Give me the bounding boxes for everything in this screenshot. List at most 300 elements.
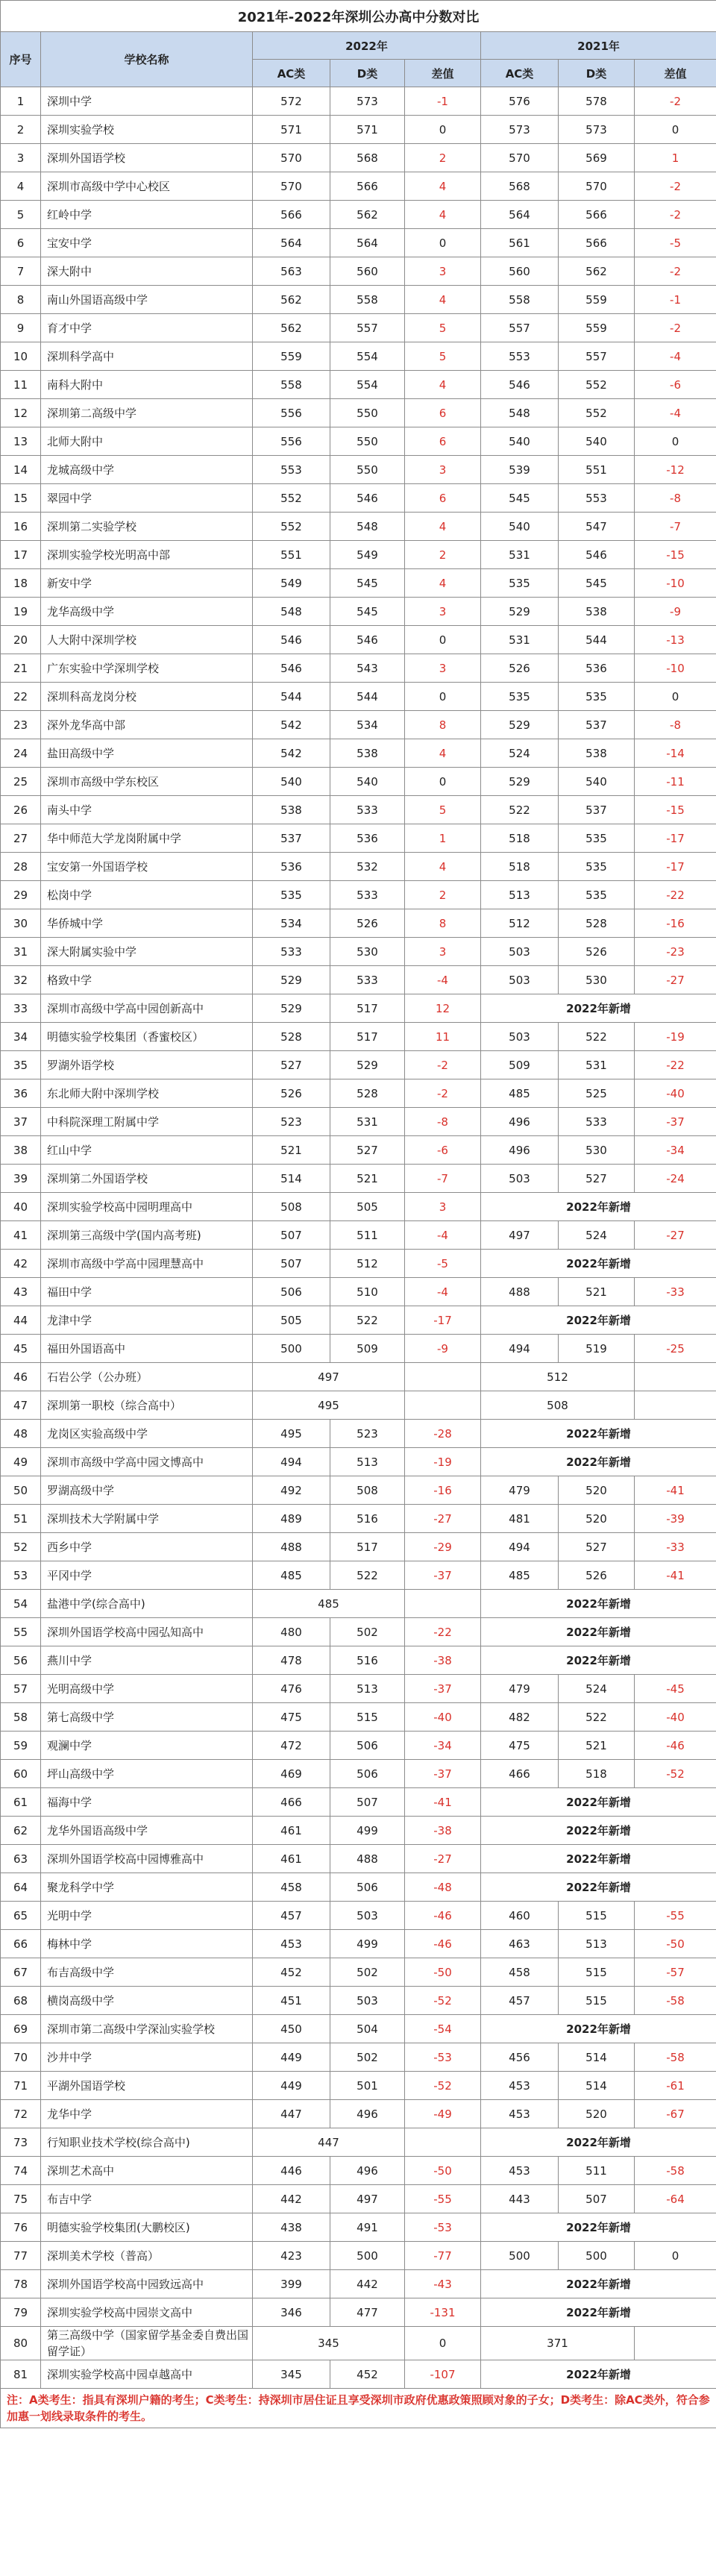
diff-2021 [635, 1363, 716, 1391]
table-row [1, 994, 716, 1023]
diff-2021: -10 [635, 654, 716, 683]
table-row [1, 2270, 716, 2298]
diff-2022: -37 [405, 1675, 481, 1703]
school-name: 南头中学 [41, 796, 253, 824]
score-ac-2021: 545 [481, 484, 559, 513]
header-d-2022: D类 [330, 60, 405, 87]
table-row [1, 371, 716, 399]
diff-2022: 4 [405, 286, 481, 314]
school-name: 沙井中学 [41, 2043, 253, 2072]
table-row [1, 144, 716, 172]
school-name: 龙华高级中学 [41, 598, 253, 626]
diff-2022: 12 [405, 994, 481, 1023]
score-d-2022: 545 [330, 569, 405, 598]
diff-2021: -58 [635, 1987, 716, 2015]
score-ac-2022: 507 [253, 1250, 330, 1278]
diff-2022: -48 [405, 1873, 481, 1902]
score-ac-2022: 564 [253, 229, 330, 257]
table-row [1, 257, 716, 286]
header-ac-2022: AC类 [253, 60, 330, 87]
table-row [1, 1618, 716, 1646]
table-row [1, 1760, 716, 1788]
diff-2021: -7 [635, 513, 716, 541]
score-d-2021: 535 [559, 881, 635, 909]
score-2022-merged: 447 [253, 2128, 405, 2157]
score-d-2022: 571 [330, 116, 405, 144]
diff-2021: -9 [635, 598, 716, 626]
diff-2021: -12 [635, 456, 716, 484]
school-name: 深圳市高级中学高中园文博高中 [41, 1448, 253, 1476]
score-ac-2022: 529 [253, 966, 330, 994]
diff-2022: 5 [405, 314, 481, 342]
score-d-2022: 511 [330, 1221, 405, 1250]
score-d-2021: 522 [559, 1703, 635, 1732]
row-seq: 4 [1, 172, 41, 201]
diff-2022: -4 [405, 966, 481, 994]
diff-2022: 1 [405, 824, 481, 853]
score-d-2021: 547 [559, 513, 635, 541]
school-name: 深圳市高级中学东校区 [41, 768, 253, 796]
table-row [1, 1051, 716, 1079]
school-name: 聚龙科学中学 [41, 1873, 253, 1902]
school-name: 龙岗区实验高级中学 [41, 1420, 253, 1448]
row-seq: 42 [1, 1250, 41, 1278]
school-name: 深大附属实验中学 [41, 938, 253, 966]
school-name: 深圳实验学校高中园崇文高中 [41, 2298, 253, 2327]
table-row [1, 711, 716, 739]
new-in-2022-label: 2022年新增 [481, 1193, 716, 1221]
score-d-2022: 546 [330, 626, 405, 654]
table-title: 2021年-2022年深圳公办高中分数对比 [1, 1, 716, 32]
score-d-2021: 520 [559, 1476, 635, 1505]
table-row [1, 2242, 716, 2270]
table-row [1, 1873, 716, 1902]
row-seq: 62 [1, 1817, 41, 1845]
score-ac-2021: 494 [481, 1533, 559, 1561]
score-ac-2021: 535 [481, 569, 559, 598]
school-name: 福田外国语高中 [41, 1335, 253, 1363]
score-d-2021: 526 [559, 1561, 635, 1590]
score-d-2021: 528 [559, 909, 635, 938]
score-d-2021: 566 [559, 201, 635, 229]
score-ac-2022: 552 [253, 484, 330, 513]
school-name: 深圳艺术高中 [41, 2157, 253, 2185]
table-row [1, 1391, 716, 1420]
row-seq: 32 [1, 966, 41, 994]
diff-2022: -27 [405, 1845, 481, 1873]
score-d-2021: 530 [559, 966, 635, 994]
diff-2022: 3 [405, 1193, 481, 1221]
diff-2022: -2 [405, 1051, 481, 1079]
diff-2021: -16 [635, 909, 716, 938]
score-ac-2021: 529 [481, 598, 559, 626]
table-row [1, 1306, 716, 1335]
school-name: 深圳美术学校（普高） [41, 2242, 253, 2270]
score-ac-2022: 542 [253, 739, 330, 768]
score-ac-2022: 551 [253, 541, 330, 569]
header-ac-2021: AC类 [481, 60, 559, 87]
diff-2022: -28 [405, 1420, 481, 1448]
diff-2021: -17 [635, 853, 716, 881]
new-in-2022-label: 2022年新增 [481, 1250, 716, 1278]
row-seq: 7 [1, 257, 41, 286]
score-d-2021: 530 [559, 1136, 635, 1165]
diff-2021: -19 [635, 1023, 716, 1051]
table-row [1, 2128, 716, 2157]
row-seq: 49 [1, 1448, 41, 1476]
diff-2021: -55 [635, 1902, 716, 1930]
score-ac-2022: 485 [253, 1561, 330, 1590]
table-row [1, 853, 716, 881]
school-name: 深圳外国语学校高中园致远高中 [41, 2270, 253, 2298]
score-ac-2022: 570 [253, 144, 330, 172]
score-d-2021: 522 [559, 1023, 635, 1051]
score-d-2022: 477 [330, 2298, 405, 2327]
table-row [1, 2213, 716, 2242]
diff-2022: 0 [405, 229, 481, 257]
table-row [1, 654, 716, 683]
score-d-2021: 519 [559, 1335, 635, 1363]
table-row [1, 1533, 716, 1561]
score-ac-2021: 481 [481, 1505, 559, 1533]
score-d-2022: 509 [330, 1335, 405, 1363]
score-ac-2022: 570 [253, 172, 330, 201]
score-d-2021: 511 [559, 2157, 635, 2185]
score-d-2021: 552 [559, 399, 635, 427]
score-d-2021: 557 [559, 342, 635, 371]
score-ac-2022: 544 [253, 683, 330, 711]
diff-2022: 6 [405, 427, 481, 456]
score-ac-2022: 450 [253, 2015, 330, 2043]
score-ac-2022: 537 [253, 824, 330, 853]
diff-2021: -22 [635, 881, 716, 909]
score-d-2022: 531 [330, 1108, 405, 1136]
table-row [1, 1788, 716, 1817]
header-year-2022: 2022年 [253, 32, 481, 60]
score-d-2021: 552 [559, 371, 635, 399]
score-ac-2022: 458 [253, 1873, 330, 1902]
table-row [1, 2327, 716, 2360]
table-row [1, 116, 716, 144]
score-d-2022: 517 [330, 994, 405, 1023]
diff-2021: -4 [635, 342, 716, 371]
score-ac-2021: 573 [481, 116, 559, 144]
table-row [1, 2185, 716, 2213]
row-seq: 57 [1, 1675, 41, 1703]
score-d-2022: 527 [330, 1136, 405, 1165]
school-name: 明德实验学校集团(大鹏校区) [41, 2213, 253, 2242]
score-d-2022: 506 [330, 1760, 405, 1788]
header-diff-2021: 差值 [635, 60, 716, 87]
score-ac-2021: 526 [481, 654, 559, 683]
new-in-2022-label: 2022年新增 [481, 1873, 716, 1902]
score-d-2022: 502 [330, 1958, 405, 1987]
diff-2022: 3 [405, 938, 481, 966]
school-name: 深圳外国语学校高中园博雅高中 [41, 1845, 253, 1873]
diff-2022: -55 [405, 2185, 481, 2213]
score-ac-2022: 527 [253, 1051, 330, 1079]
row-seq: 31 [1, 938, 41, 966]
new-in-2022-label: 2022年新增 [481, 1306, 716, 1335]
score-d-2022: 488 [330, 1845, 405, 1873]
row-seq: 41 [1, 1221, 41, 1250]
diff-2021: -45 [635, 1675, 716, 1703]
score-ac-2021: 488 [481, 1278, 559, 1306]
table-row [1, 1930, 716, 1958]
row-seq: 69 [1, 2015, 41, 2043]
score-ac-2022: 553 [253, 456, 330, 484]
score-d-2021: 531 [559, 1051, 635, 1079]
diff-2021 [635, 1391, 716, 1420]
diff-2022: -49 [405, 2100, 481, 2128]
score-d-2022: 513 [330, 1675, 405, 1703]
diff-2022: 0 [405, 116, 481, 144]
diff-2021: 0 [635, 427, 716, 456]
diff-2021: 0 [635, 683, 716, 711]
table-row [1, 2072, 716, 2100]
score-d-2022: 521 [330, 1165, 405, 1193]
diff-2022: -53 [405, 2213, 481, 2242]
school-name: 福田中学 [41, 1278, 253, 1306]
score-d-2022: 499 [330, 1817, 405, 1845]
table-row [1, 2100, 716, 2128]
score-d-2021: 570 [559, 172, 635, 201]
score-d-2022: 502 [330, 2043, 405, 2072]
school-name: 南科大附中 [41, 371, 253, 399]
score-ac-2022: 472 [253, 1732, 330, 1760]
score-ac-2022: 549 [253, 569, 330, 598]
score-d-2022: 505 [330, 1193, 405, 1221]
score-d-2022: 568 [330, 144, 405, 172]
score-ac-2021: 535 [481, 683, 559, 711]
score-d-2021: 538 [559, 598, 635, 626]
diff-2022: -19 [405, 1448, 481, 1476]
diff-2022: 4 [405, 513, 481, 541]
score-d-2021: 520 [559, 2100, 635, 2128]
header-d-2021: D类 [559, 60, 635, 87]
school-name: 新安中学 [41, 569, 253, 598]
table-row [1, 1363, 716, 1391]
score-d-2022: 536 [330, 824, 405, 853]
score-d-2021: 545 [559, 569, 635, 598]
school-name: 第七高级中学 [41, 1703, 253, 1732]
table-row [1, 1250, 716, 1278]
score-ac-2022: 489 [253, 1505, 330, 1533]
school-name: 深圳第二外国语学校 [41, 1165, 253, 1193]
row-seq: 70 [1, 2043, 41, 2072]
diff-2022: -29 [405, 1533, 481, 1561]
score-ac-2021: 453 [481, 2072, 559, 2100]
school-name: 第三高级中学（国家留学基金委自费出国留学证） [41, 2327, 253, 2360]
school-name: 深圳中学 [41, 87, 253, 116]
row-seq: 56 [1, 1646, 41, 1675]
school-name: 深圳第二高级中学 [41, 399, 253, 427]
score-ac-2022: 476 [253, 1675, 330, 1703]
diff-2022: -22 [405, 1618, 481, 1646]
diff-2022: 6 [405, 484, 481, 513]
row-seq: 53 [1, 1561, 41, 1590]
row-seq: 51 [1, 1505, 41, 1533]
score-ac-2022: 528 [253, 1023, 330, 1051]
score-ac-2021: 518 [481, 853, 559, 881]
score-ac-2022: 495 [253, 1420, 330, 1448]
row-seq: 77 [1, 2242, 41, 2270]
table-row [1, 1136, 716, 1165]
score-ac-2021: 485 [481, 1561, 559, 1590]
row-seq: 54 [1, 1590, 41, 1618]
row-seq: 30 [1, 909, 41, 938]
diff-2022: 0 [405, 768, 481, 796]
diff-2022: -16 [405, 1476, 481, 1505]
score-d-2021: 544 [559, 626, 635, 654]
diff-2021 [635, 2327, 716, 2360]
score-d-2022: 560 [330, 257, 405, 286]
score-ac-2021: 568 [481, 172, 559, 201]
row-seq: 8 [1, 286, 41, 314]
score-ac-2022: 538 [253, 796, 330, 824]
score-d-2021: 553 [559, 484, 635, 513]
score-ac-2022: 447 [253, 2100, 330, 2128]
school-name: 光明中学 [41, 1902, 253, 1930]
table-row [1, 1817, 716, 1845]
diff-2022: -27 [405, 1505, 481, 1533]
row-seq: 33 [1, 994, 41, 1023]
score-ac-2021: 482 [481, 1703, 559, 1732]
score-d-2022: 504 [330, 2015, 405, 2043]
score-d-2022: 562 [330, 201, 405, 229]
diff-2022: -9 [405, 1335, 481, 1363]
table-row [1, 2360, 716, 2389]
score-ac-2021: 548 [481, 399, 559, 427]
school-name: 平冈中学 [41, 1561, 253, 1590]
school-name: 西乡中学 [41, 1533, 253, 1561]
score-d-2022: 533 [330, 966, 405, 994]
diff-2022: -41 [405, 1788, 481, 1817]
score-d-2021: 569 [559, 144, 635, 172]
score-ac-2022: 534 [253, 909, 330, 938]
school-name: 平湖外国语学校 [41, 2072, 253, 2100]
score-d-2021: 524 [559, 1221, 635, 1250]
score-ac-2022: 488 [253, 1533, 330, 1561]
diff-2022: 3 [405, 456, 481, 484]
score-2021-merged: 508 [481, 1391, 635, 1420]
score-d-2021: 518 [559, 1760, 635, 1788]
diff-2021: -34 [635, 1136, 716, 1165]
table-row [1, 1703, 716, 1732]
school-name: 深圳外国语学校高中园弘知高中 [41, 1618, 253, 1646]
score-ac-2021: 564 [481, 201, 559, 229]
school-name: 横岗高级中学 [41, 1987, 253, 2015]
score-ac-2021: 557 [481, 314, 559, 342]
header-seq: 序号 [1, 32, 41, 87]
score-d-2022: 522 [330, 1561, 405, 1590]
table-row [1, 1646, 716, 1675]
row-seq: 60 [1, 1760, 41, 1788]
diff-2021: -14 [635, 739, 716, 768]
score-ac-2021: 546 [481, 371, 559, 399]
table-row [1, 456, 716, 484]
school-name: 深圳市高级中学高中园理慧高中 [41, 1250, 253, 1278]
diff-2022 [405, 2128, 481, 2157]
score-d-2022: 533 [330, 796, 405, 824]
score-d-2021: 500 [559, 2242, 635, 2270]
score-d-2022: 557 [330, 314, 405, 342]
diff-2022 [405, 1590, 481, 1618]
school-name: 深圳第一职校（综合高中） [41, 1391, 253, 1420]
score-d-2022: 516 [330, 1505, 405, 1533]
diff-2022: -5 [405, 1250, 481, 1278]
table-row [1, 513, 716, 541]
score-ac-2022: 548 [253, 598, 330, 626]
score-ac-2022: 480 [253, 1618, 330, 1646]
score-ac-2022: 536 [253, 853, 330, 881]
diff-2022: 3 [405, 257, 481, 286]
row-seq: 20 [1, 626, 41, 654]
school-name: 罗湖外语学校 [41, 1051, 253, 1079]
row-seq: 6 [1, 229, 41, 257]
diff-2022: 4 [405, 569, 481, 598]
school-name: 北师大附中 [41, 427, 253, 456]
score-ac-2022: 438 [253, 2213, 330, 2242]
score-ac-2021: 503 [481, 966, 559, 994]
diff-2022: -17 [405, 1306, 481, 1335]
score-d-2021: 515 [559, 1902, 635, 1930]
score-ac-2021: 479 [481, 1675, 559, 1703]
header-year-2021: 2021年 [481, 32, 716, 60]
score-ac-2022: 507 [253, 1221, 330, 1250]
footnote: 注：A类考生：指具有深圳户籍的考生；C类考生：持深圳市居住证且享受深圳市政府优惠政策照顾对象的子女；D类考生：除AC类外，符合参加惠一划线录取条件的考生。 [1, 2389, 716, 2428]
school-name: 龙华外国语高级中学 [41, 1817, 253, 1845]
diff-2021: -40 [635, 1703, 716, 1732]
row-seq: 34 [1, 1023, 41, 1051]
row-seq: 37 [1, 1108, 41, 1136]
table-row [1, 1221, 716, 1250]
score-d-2022: 510 [330, 1278, 405, 1306]
score-d-2021: 515 [559, 1958, 635, 1987]
school-name: 深大附中 [41, 257, 253, 286]
row-seq: 16 [1, 513, 41, 541]
score-2022-merged: 345 [253, 2327, 405, 2360]
score-d-2022: 503 [330, 1902, 405, 1930]
row-seq: 25 [1, 768, 41, 796]
table-row [1, 569, 716, 598]
school-name: 华侨城中学 [41, 909, 253, 938]
score-d-2022: 550 [330, 427, 405, 456]
score-d-2022: 549 [330, 541, 405, 569]
table-row [1, 1845, 716, 1873]
diff-2022: -53 [405, 2043, 481, 2072]
diff-2021: -46 [635, 1732, 716, 1760]
diff-2021: -10 [635, 569, 716, 598]
diff-2021: -2 [635, 314, 716, 342]
score-ac-2021: 570 [481, 144, 559, 172]
diff-2022: -2 [405, 1079, 481, 1108]
row-seq: 72 [1, 2100, 41, 2128]
row-seq: 11 [1, 371, 41, 399]
diff-2022: 6 [405, 399, 481, 427]
score-ac-2022: 556 [253, 399, 330, 427]
score-ac-2021: 496 [481, 1136, 559, 1165]
score-d-2022: 491 [330, 2213, 405, 2242]
school-name: 布吉高级中学 [41, 1958, 253, 1987]
score-ac-2022: 556 [253, 427, 330, 456]
diff-2021: -4 [635, 399, 716, 427]
score-d-2021: 514 [559, 2072, 635, 2100]
school-name: 深圳外国语学校 [41, 144, 253, 172]
score-ac-2022: 535 [253, 881, 330, 909]
diff-2022: -37 [405, 1760, 481, 1788]
score-ac-2021: 475 [481, 1732, 559, 1760]
